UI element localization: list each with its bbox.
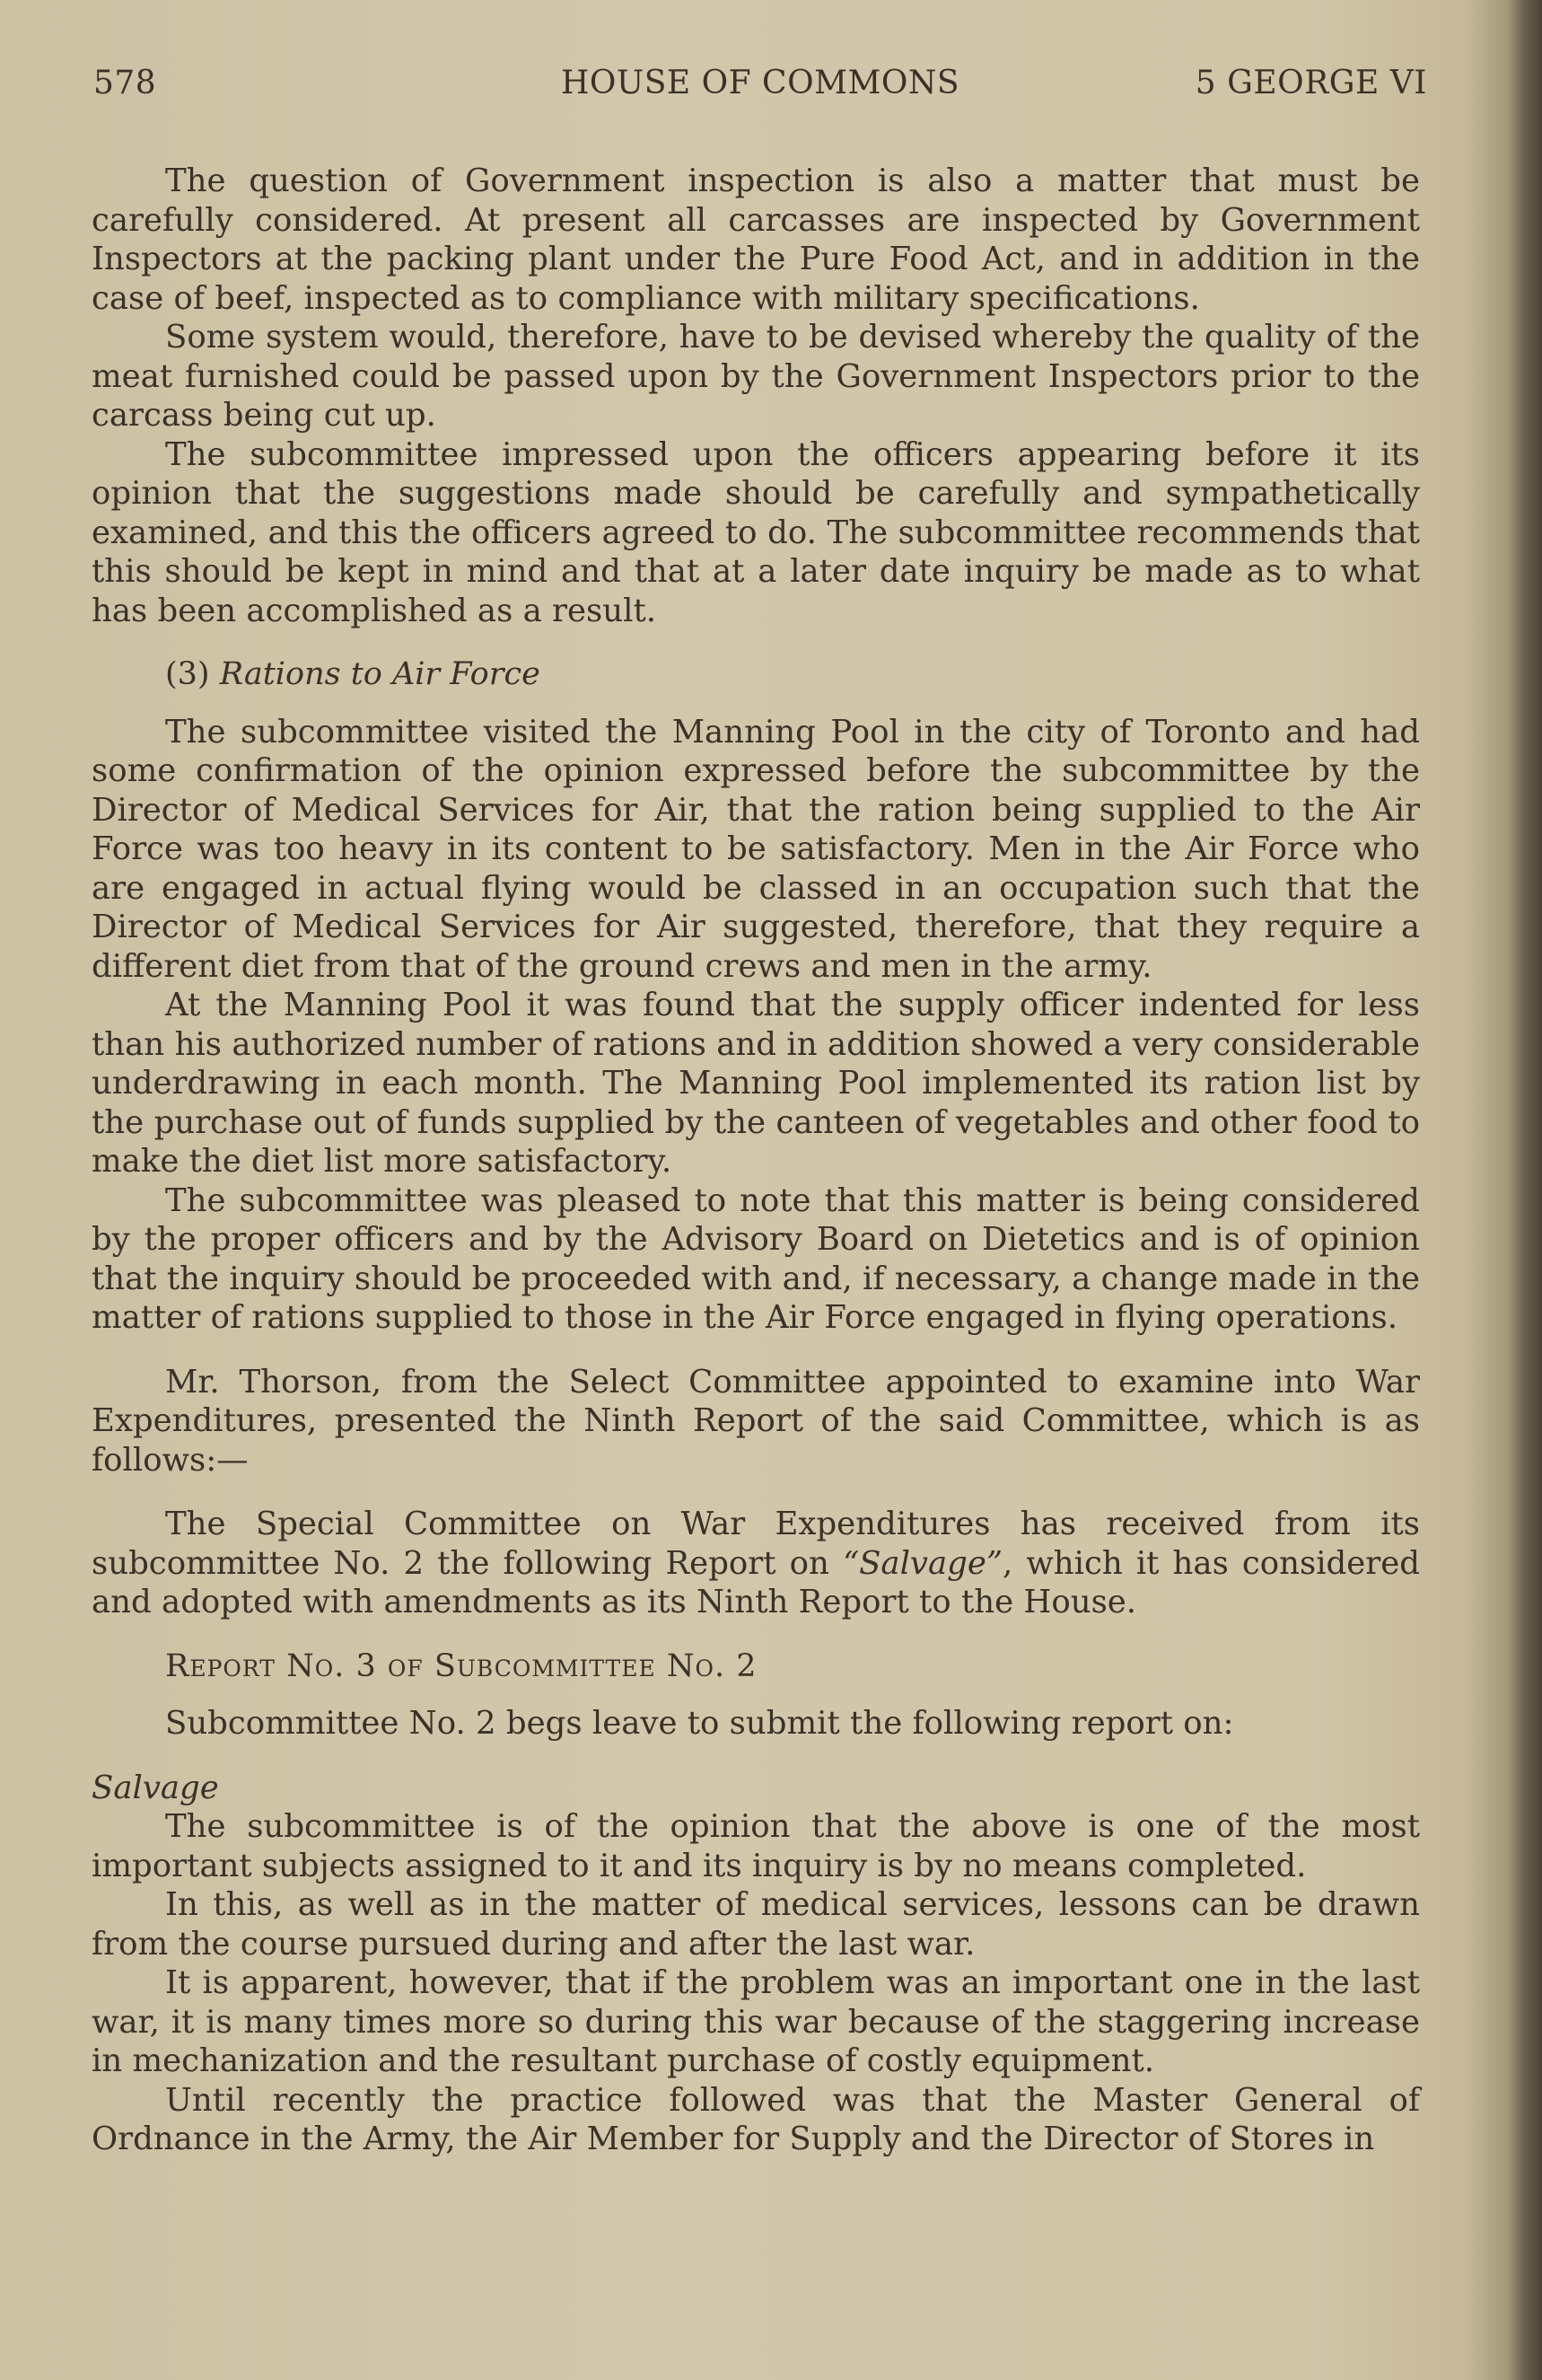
paragraph: The question of Government inspection is also a matter that must be carefully considered. At present all carcasses are inspected by Government Inspectors at the packing plant under the Pure Food Act, and in addition in the case of beef, inspected as to compliance with military specifications. xyxy=(92,162,1420,317)
paragraph: Mr. Thorson, from the Select Committee appointed to examine into War Expenditures, presented the Ninth Report of the said Committee, which is as follows:— xyxy=(92,1363,1420,1479)
paragraph: In this, as well as in the matter of medical services, lessons can be drawn from the course pursued during and after the last war. xyxy=(92,1886,1420,1963)
paragraph-ninth-report xyxy=(92,1505,1420,1622)
paragraph: Subcommittee No. 2 begs leave to submit the following report on: xyxy=(165,1705,1234,1742)
section-title: Rations to Air Force xyxy=(219,656,540,692)
paragraph: Some system would, therefore, have to be devised whereby the quality of the meat furnished could be passed upon by the Government Inspectors prior to the carcass being cut up. xyxy=(92,319,1420,434)
text-fragment: , which it has considered and adopted with amendments as its Ninth Report to the House. xyxy=(92,1544,1420,1620)
text-fragment: The Special Committee on War Expenditures has received from its subcommittee No. 2 the following Report on xyxy=(92,1506,1420,1582)
section-number: (3) xyxy=(165,656,210,692)
salvage-heading: Salvage xyxy=(92,1769,219,1806)
paragraph: The subcommittee visited the Manning Pool in the city of Toronto and had some confirmation of the opinion expressed before the subcommittee by the Director of Medical Services for Air, that the ration being supplied to the Air Force was too heavy in its content to be satisfactory. Men in the Air Force who are engaged in actual flying would be classed in an occupation such that the Director of Medical Services for Air suggested, therefore, that they require a different diet from that of the ground crews and men in the army. xyxy=(92,713,1420,985)
paragraph: The subcommittee is of the opinion that the above is one of the most important subjects assigned to it and its inquiry is by no means completed. xyxy=(92,1808,1420,1884)
page-edge-shadow xyxy=(1508,0,1542,2380)
header-title: HOUSE OF COMMONS xyxy=(560,65,960,101)
paragraph: At the Manning Pool it was found that the supply officer indented for less than his authorized number of rations and in addition showed a very considerable underdrawing in each month. The Manning Pool implemented its ration list by the purchase out of funds supplied by the canteen of vegetables and other food to make the diet list more satisfactory. xyxy=(92,987,1420,1180)
paragraph: Until recently the practice followed was that the Master General of Ordnance in the Army, the Air Member for Supply and the Director of Stores in xyxy=(92,2081,1420,2157)
running-header xyxy=(93,65,1427,119)
section-heading-rations xyxy=(92,655,1420,695)
document-body xyxy=(92,162,1420,2159)
header-session: 5 GEORGE VI xyxy=(1195,65,1427,101)
salvage-quote: “Salvage” xyxy=(842,1544,1003,1582)
paragraph: The subcommittee impressed upon the officers appearing before it its opinion that the suggestions made should be carefully and sympathetically examined, and this the officers agreed to do. The subcommittee recommends that this should be kept in mind and that at a later date inquiry be made as to what has been accomplished as a result. xyxy=(92,435,1420,629)
page-number: 578 xyxy=(93,65,157,101)
report-title: Report No. 3 of Subcommittee No. 2 xyxy=(165,1647,758,1684)
paragraph: The subcommittee was pleased to note that this matter is being considered by the proper officers and by the Advisory Board on Dietetics and is of opinion that the inquiry should be proceeded with and, if necessary, a change made in the matter of rations supplied to those in the Air Force engaged in flying operations. xyxy=(92,1181,1420,1336)
paragraph: It is apparent, however, that if the problem was an important one in the last war, it is many times more so during this war because of the staggering increase in mechanization and the resultant purchase of costly equipment. xyxy=(92,1964,1420,2079)
